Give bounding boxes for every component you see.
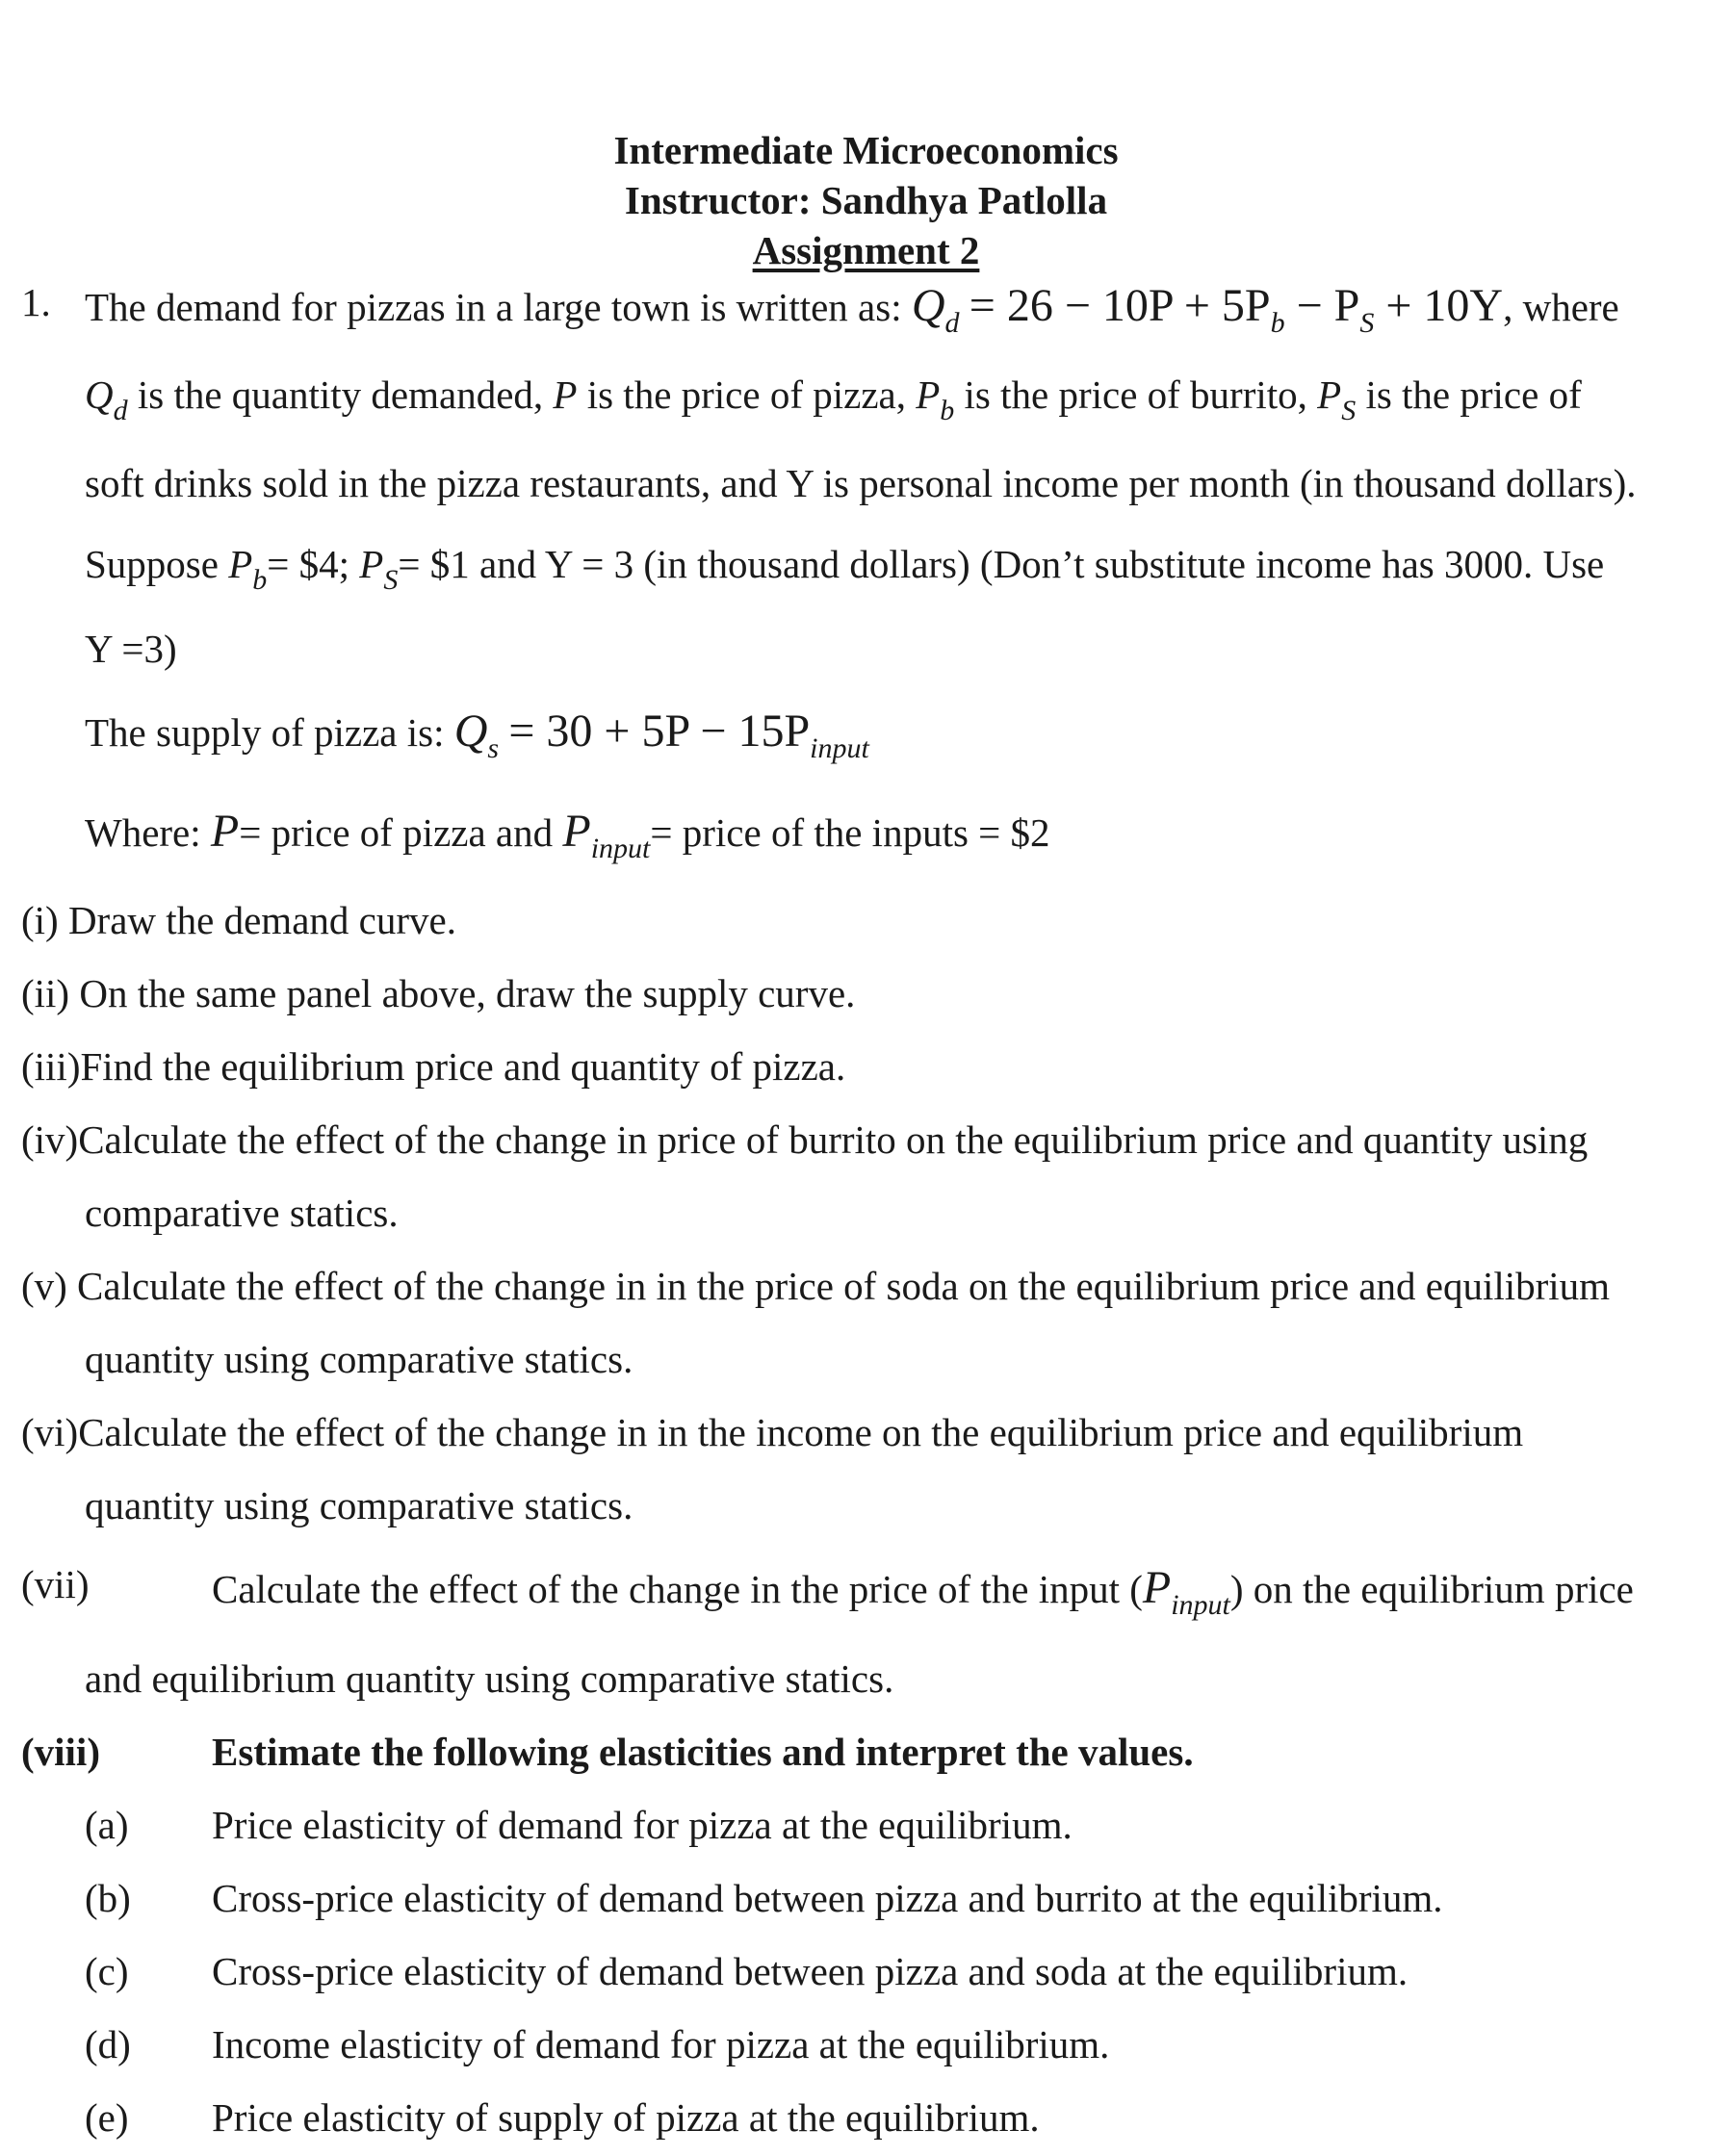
qd-symbol-2: $Q_d$	[85, 372, 128, 426]
elasticity-item-b: Cross-price elasticity of demand between pizza and burrito at the equilibrium.	[212, 1876, 1443, 1920]
part-iii: (iii)Find the equilibrium price and quantity of pizza.	[21, 1044, 846, 1089]
part-ii: (ii) On the same panel above, draw the supply curve.	[21, 971, 856, 1015]
soft-drinks-line: soft drinks sold in the pizza restaurants, and Y is personal income per month (in thousand dollars).	[85, 461, 1637, 505]
qd-symbol: $Q_d$	[911, 280, 960, 339]
elasticity-item-d: Income elasticity of demand for pizza at the equilibrium.	[212, 2022, 1110, 2066]
suppose-line: Suppose $P_b=$ $4; $P_S=$ $1 and Y = 3 (in thousand dollars) (Don’t substitute income has 3000. Use	[85, 542, 1605, 596]
y-value-line: Y =3)	[85, 627, 177, 671]
elasticity-item-e: Price elasticity of supply of pizza at the equilibrium.	[212, 2095, 1040, 2140]
part-vii-label: (vii)	[21, 1562, 90, 1606]
demand-intro-text: The demand for pizzas in a large town is written as:	[85, 285, 902, 329]
part-iv: (iv)Calculate the effect of the change in price of burrito on the equilibrium price and quantity using	[21, 1117, 1589, 1162]
assignment-title: Assignment 2	[752, 228, 980, 272]
elasticity-label-d: (d)	[85, 2022, 131, 2066]
part-vi: (vi)Calculate the effect of the change in in the income on the equilibrium price and equilibrium	[21, 1410, 1524, 1454]
demand-intro-line	[85, 281, 1619, 339]
elasticity-label-e: (e)	[85, 2095, 129, 2140]
question-number: 1.	[21, 280, 51, 324]
variables-line: $Q_d$ is the quantity demanded, P is the price of pizza, $P_b$ is the price of burrito, $P_S$ is the price of	[85, 372, 1582, 426]
instructor-name: Instructor: Sandhya Patlolla	[624, 178, 1108, 222]
where-line: Where: P= price of pizza and $P_{input}=$ price of the inputs = $2	[85, 806, 1050, 864]
supply-equation: = $30 + 5P - 15P_{input}$	[508, 706, 869, 764]
part-vii: Calculate the effect of the change in the price of the input $(P_{input})$ on the equilibrium price	[212, 1562, 1634, 1621]
part-iv-cont: comparative statics.	[85, 1191, 399, 1235]
part-v-cont: quantity using comparative statics.	[85, 1337, 633, 1381]
elasticity-item-c: Cross-price elasticity of demand between pizza and soda at the equilibrium.	[212, 1949, 1409, 1993]
elasticity-item-a: Price elasticity of demand for pizza at the equilibrium.	[212, 1803, 1073, 1847]
where-text: , where	[1503, 285, 1619, 329]
elasticity-label-b: (b)	[85, 1876, 131, 1920]
part-v: (v) Calculate the effect of the change in in the price of soda on the equilibrium price and equilibrium	[21, 1264, 1611, 1308]
part-i: (i) Draw the demand curve.	[21, 898, 456, 942]
supply-line: The supply of pizza is: $Q_s = 30 + 5P - 15P_{input}$	[85, 706, 869, 764]
demand-equation: = $26 - 10P + 5P_b - P_S + 10Y$	[969, 280, 1504, 339]
part-viii-label: (viii)	[21, 1730, 100, 1774]
part-vii-cont: and equilibrium quantity using comparative statics.	[85, 1656, 894, 1701]
part-vi-cont: quantity using comparative statics.	[85, 1483, 633, 1527]
elasticity-label-c: (c)	[85, 1949, 129, 1993]
elasticity-label-a: (a)	[85, 1803, 129, 1847]
course-title: Intermediate Microeconomics	[613, 128, 1119, 172]
part-viii: Estimate the following elasticities and interpret the values.	[212, 1730, 1194, 1774]
